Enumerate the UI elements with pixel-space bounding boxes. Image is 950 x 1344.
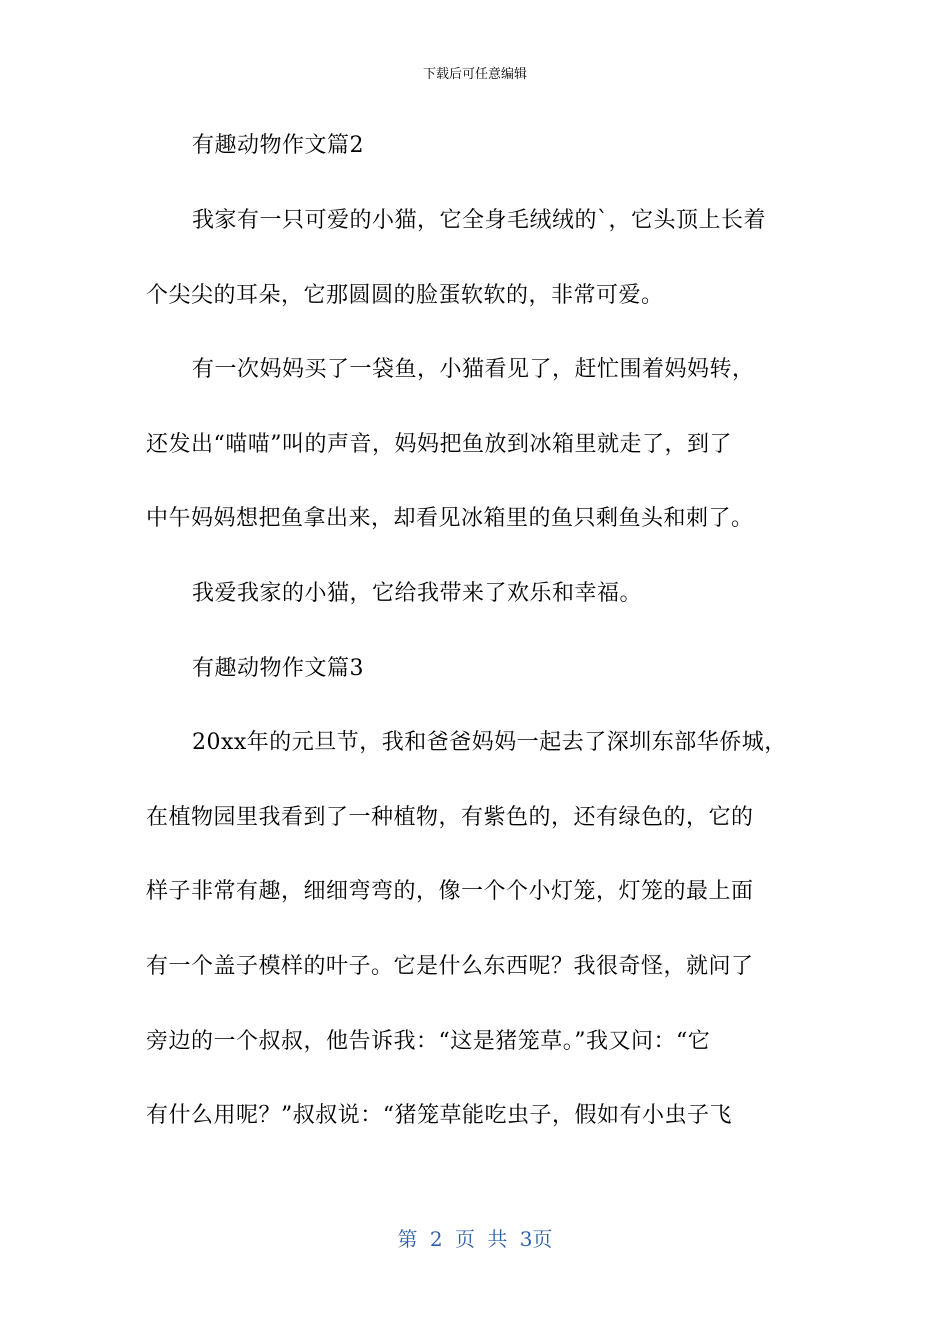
header-note: 下载后可任意编辑 (422, 67, 527, 82)
text-line: 中午妈妈想把鱼拿出来，却看见冰箱里的鱼只剩鱼头和刺了。 (146, 506, 754, 531)
text-line: 有什么用呢？”叔叔说：“猪笼草能吃虫子，假如有小虫子飞 (146, 1103, 732, 1128)
heading-essay-3: 有趣动物作文篇3 (192, 656, 364, 681)
text-line: 有一次妈妈买了一袋鱼，小猫看见了，赶忙围着妈妈转， (192, 357, 755, 382)
text-line: 还发出“喵喵”叫的声音，妈妈把鱼放到冰箱里就走了，到了 (146, 432, 732, 457)
page-number-footer: 第 2 页 共 3页 (397, 1227, 553, 1251)
heading-essay-2: 有趣动物作文篇2 (192, 133, 364, 158)
text-line: 我爱我家的小猫，它给我带来了欢乐和幸福。 (192, 581, 643, 606)
text-line: 个尖尖的耳朵，它那圆圆的脸蛋软软的，非常可爱。 (146, 283, 664, 308)
text-line: 样子非常有趣，细细弯弯的，像一个个小灯笼，灯笼的最上面 (146, 879, 754, 904)
text-line: 旁边的一个叔叔，他告诉我：“这是猪笼草。”我又问：“它 (146, 1029, 711, 1054)
text-line: 20xx年的元旦节，我和爸爸妈妈一起去了深圳东部华侨城， (192, 730, 787, 755)
text-line: 有一个盖子模样的叶子。它是什么东西呢？我很奇怪，就问了 (146, 954, 754, 979)
text-line: 在植物园里我看到了一种植物，有紫色的，还有绿色的，它的 (146, 805, 754, 830)
text-line: 我家有一只可爱的小猫，它全身毛绒绒的`，它头顶上长着 (192, 208, 767, 233)
